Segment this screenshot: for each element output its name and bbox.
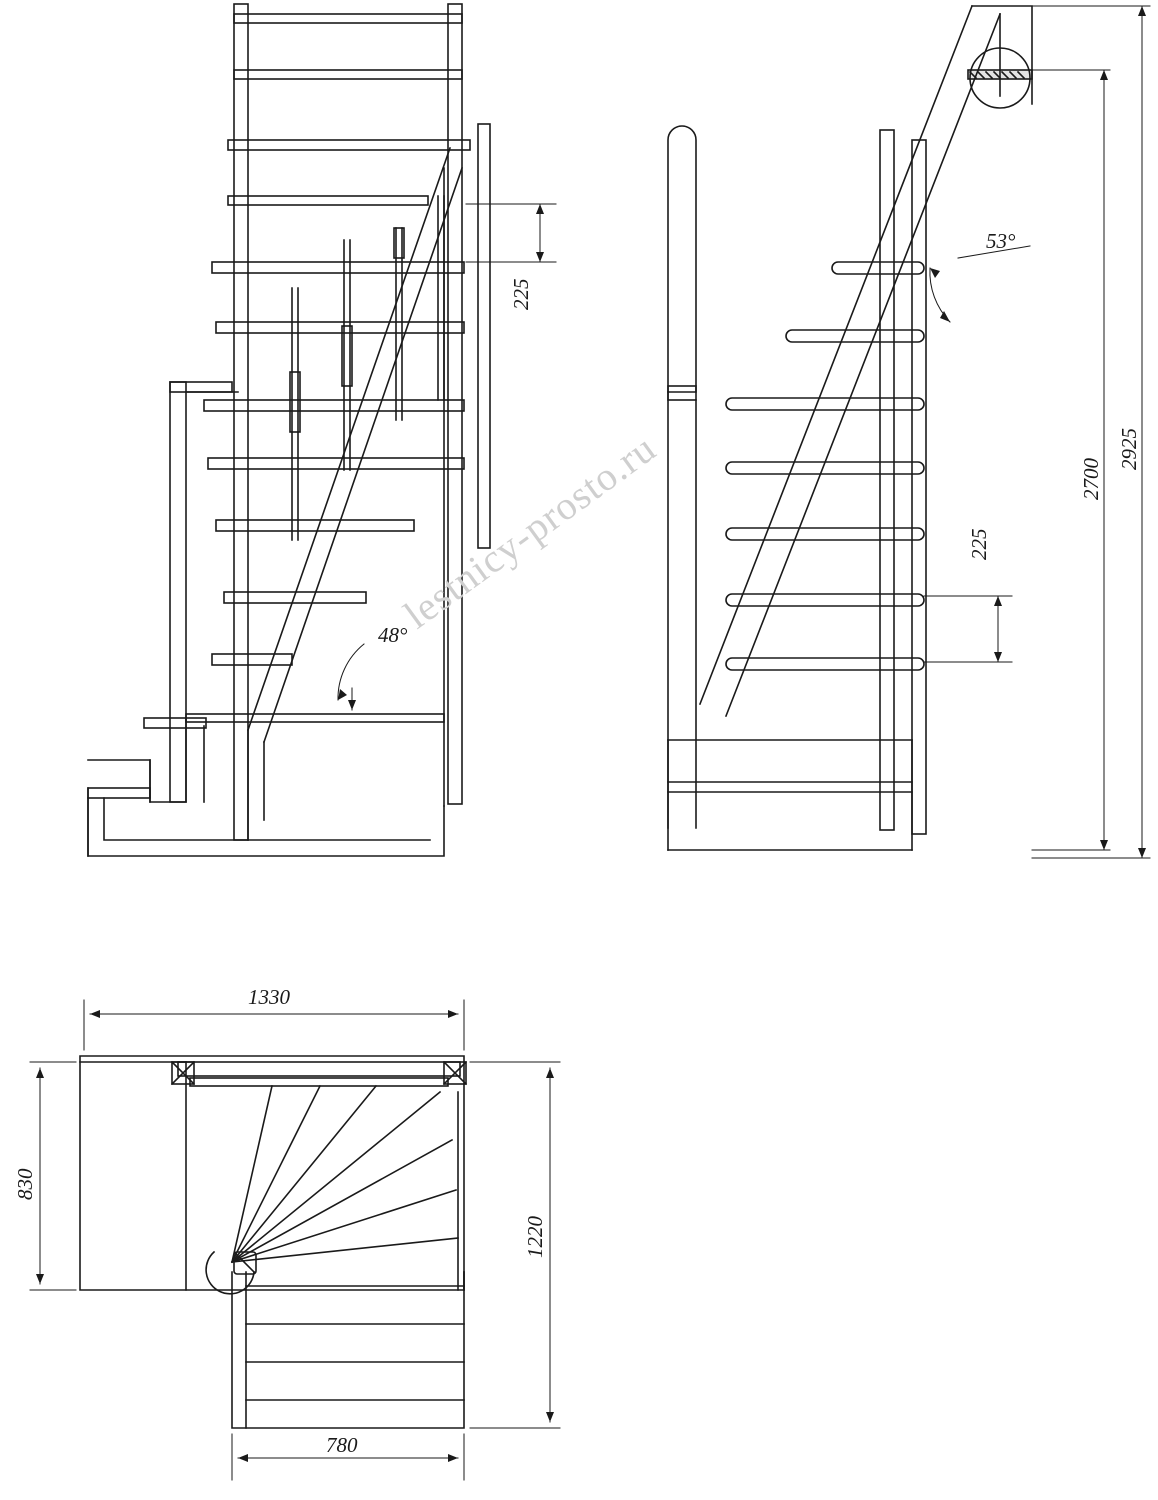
- label-front-angle: 53°: [986, 229, 1016, 253]
- dim-plan: [30, 1000, 560, 1480]
- label-front-riser: 225: [967, 528, 991, 560]
- label-side-riser: 225: [509, 278, 533, 310]
- label-plan-depth-right: 1220: [523, 1216, 547, 1258]
- side-elevation-view: [88, 4, 490, 856]
- label-side-angle: 48°: [378, 623, 408, 647]
- dim-front-angle: [930, 246, 1030, 322]
- dim-side-riser: [466, 204, 556, 262]
- plan-view: [80, 1056, 466, 1428]
- dim-side-angle: [338, 644, 364, 710]
- label-plan-depth-left: 830: [13, 1168, 37, 1200]
- label-total-height: 2700: [1079, 458, 1103, 500]
- label-plan-width: 1330: [248, 985, 290, 1009]
- dim-front-riser: [924, 596, 1012, 662]
- watermark-text: lestnicy-prosto.ru: [395, 425, 664, 638]
- front-elevation-view: [668, 6, 1032, 850]
- label-overall-height: 2925: [1117, 428, 1141, 470]
- label-plan-bottom-width: 780: [326, 1433, 358, 1457]
